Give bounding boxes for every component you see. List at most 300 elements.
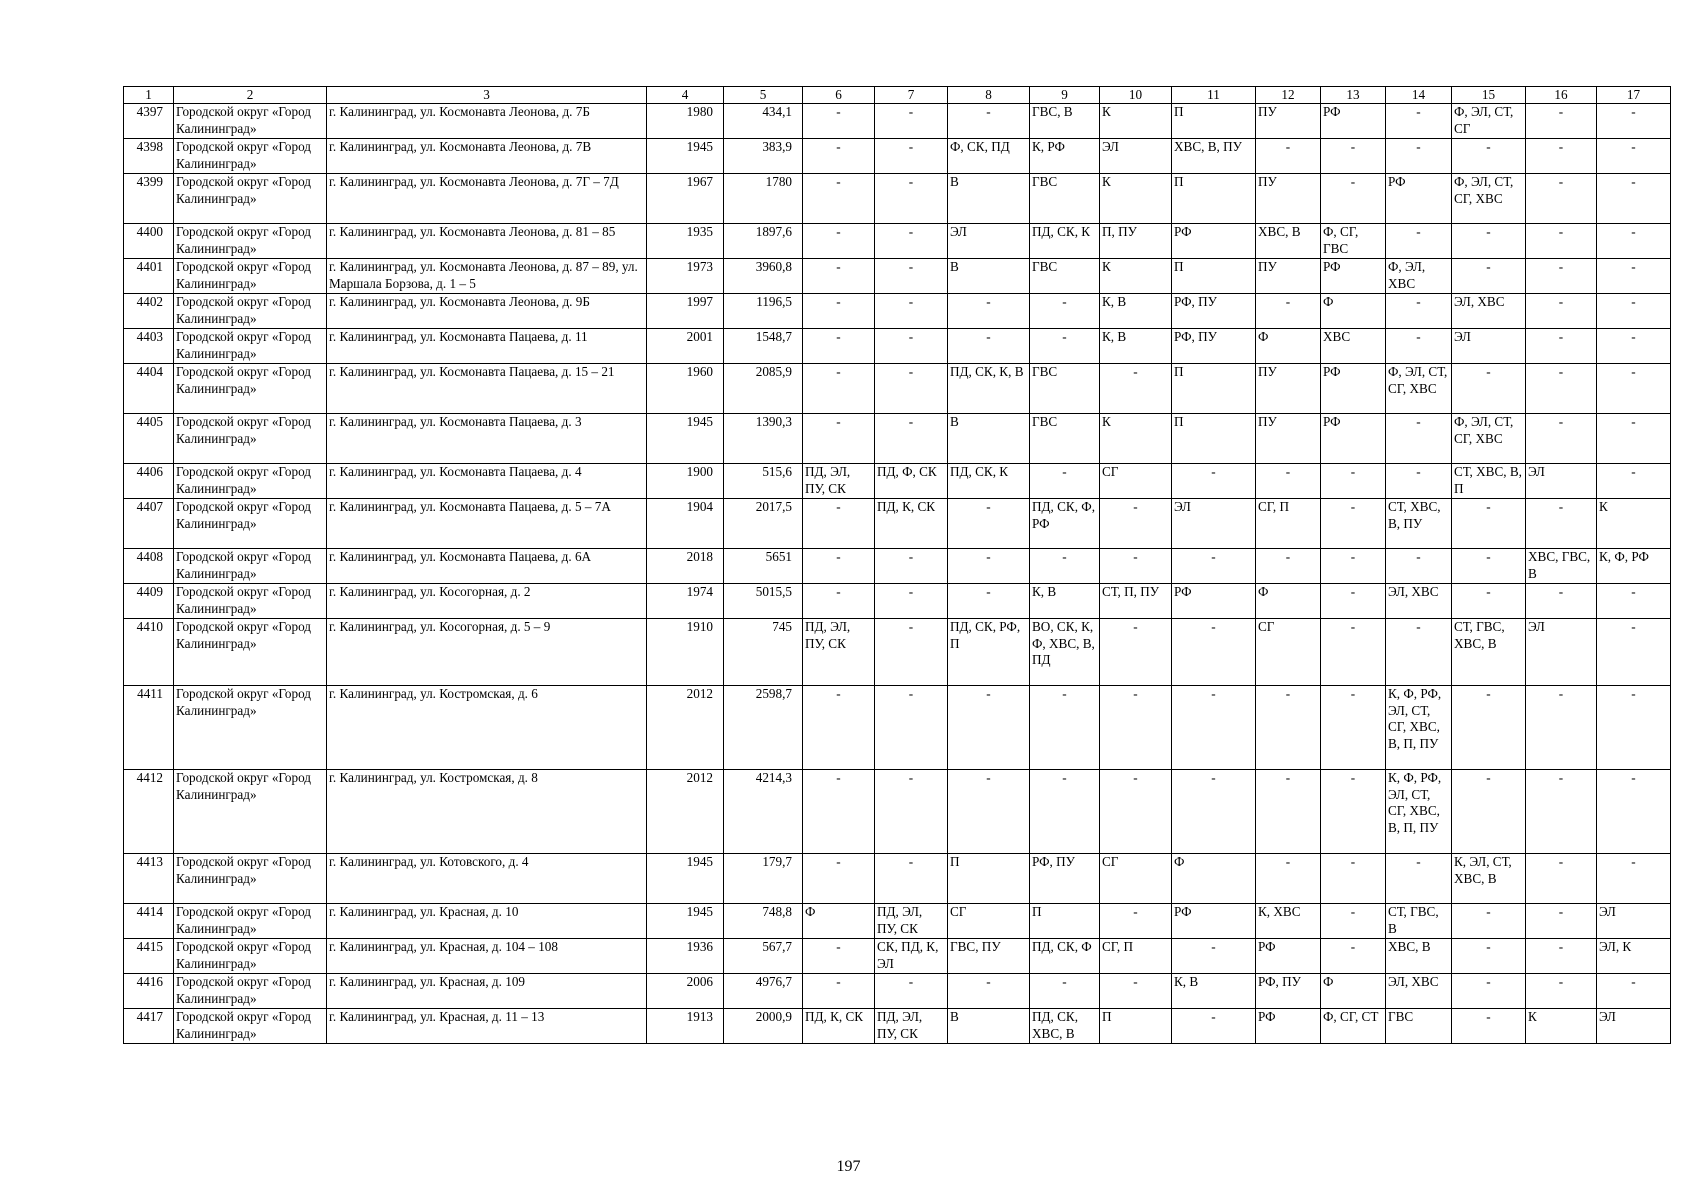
table-cell: -: [1526, 499, 1597, 549]
table-cell: 4403: [124, 329, 174, 364]
table-cell: ПД, СК, К, В: [948, 364, 1030, 414]
table-cell: -: [1526, 294, 1597, 329]
table-cell: -: [1452, 939, 1526, 974]
table-cell: В: [948, 1009, 1030, 1044]
table-cell: ЭЛ: [1452, 329, 1526, 364]
table-cell: -: [803, 104, 875, 139]
table-cell: г. Калининград, ул. Космонавта Пацаева, д. 3: [327, 414, 647, 464]
table-cell: -: [1321, 174, 1386, 224]
column-number-header: 15: [1452, 87, 1526, 104]
table-cell: ЭЛ: [1597, 1009, 1671, 1044]
table-row: [124, 854, 1671, 904]
table-cell: СТ, П, ПУ: [1100, 584, 1172, 619]
table-cell: -: [1526, 770, 1597, 854]
column-number-header: 2: [174, 87, 327, 104]
table-cell: К, В: [1100, 329, 1172, 364]
table-cell: 4404: [124, 364, 174, 414]
table-cell: Городской округ «Город Калининград»: [174, 686, 327, 770]
table-cell: -: [1597, 414, 1671, 464]
table-cell: П: [1100, 1009, 1172, 1044]
table-row: [124, 584, 1671, 619]
table-cell: СГ: [1100, 854, 1172, 904]
table-cell: -: [875, 259, 948, 294]
table-row: [124, 329, 1671, 364]
table-cell: Ф, СК, ПД: [948, 139, 1030, 174]
table-cell: -: [1100, 549, 1172, 584]
table-cell: -: [1452, 259, 1526, 294]
table-cell: -: [1256, 854, 1321, 904]
table-cell: 1967: [647, 174, 724, 224]
table-row: [124, 414, 1671, 464]
table-cell: Ф: [1256, 329, 1321, 364]
table-cell: Городской округ «Город Калининград»: [174, 224, 327, 259]
table-cell: -: [1597, 174, 1671, 224]
column-number-header: 4: [647, 87, 724, 104]
table-cell: г. Калининград, ул. Космонавта Леонова, д. 7В: [327, 139, 647, 174]
table-cell: П: [1172, 414, 1256, 464]
table-cell: -: [1100, 770, 1172, 854]
table-cell: -: [1321, 619, 1386, 686]
table-row: [124, 1009, 1671, 1044]
table-cell: 2598,7: [724, 686, 803, 770]
table-cell: -: [875, 329, 948, 364]
column-number-header: 9: [1030, 87, 1100, 104]
table-cell: Городской округ «Город Калининград»: [174, 294, 327, 329]
table-cell: Городской округ «Город Калининград»: [174, 939, 327, 974]
table-cell: ПУ: [1256, 364, 1321, 414]
table-cell: 1945: [647, 139, 724, 174]
table-cell: К, Ф, РФ, ЭЛ, СТ, СГ, ХВС, В, П, ПУ: [1386, 770, 1452, 854]
table-cell: -: [803, 329, 875, 364]
table-cell: Ф, ЭЛ, СТ, СГ: [1452, 104, 1526, 139]
table-cell: 745: [724, 619, 803, 686]
table-cell: СГ: [1100, 464, 1172, 499]
table-cell: -: [1597, 329, 1671, 364]
table-cell: 2001: [647, 329, 724, 364]
table-cell: В: [948, 414, 1030, 464]
table-cell: К, В: [1172, 974, 1256, 1009]
table-cell: СТ, ХВС, В, ПУ: [1386, 499, 1452, 549]
table-cell: К, ХВС: [1256, 904, 1321, 939]
table-cell: РФ, ПУ: [1030, 854, 1100, 904]
table-cell: ПД, СК, К: [1030, 224, 1100, 259]
table-cell: 1196,5: [724, 294, 803, 329]
table-cell: г. Калининград, ул. Космонавта Леонова, д. 9Б: [327, 294, 647, 329]
table-cell: -: [1526, 904, 1597, 939]
table-cell: -: [948, 686, 1030, 770]
table-cell: 4407: [124, 499, 174, 549]
table-cell: г. Калининград, ул. Красная, д. 10: [327, 904, 647, 939]
table-cell: -: [1256, 139, 1321, 174]
table-cell: -: [1597, 974, 1671, 1009]
table-cell: ПУ: [1256, 174, 1321, 224]
table-cell: РФ: [1256, 939, 1321, 974]
table-cell: г. Калининград, ул. Котовского, д. 4: [327, 854, 647, 904]
table-cell: РФ, ПУ: [1172, 294, 1256, 329]
table-cell: 4405: [124, 414, 174, 464]
table-cell: г. Калининград, ул. Красная, д. 109: [327, 974, 647, 1009]
table-cell: -: [1597, 464, 1671, 499]
table-cell: П: [1172, 104, 1256, 139]
table-cell: -: [875, 549, 948, 584]
table-cell: Ф: [803, 904, 875, 939]
table-cell: 5651: [724, 549, 803, 584]
table-cell: г. Калининград, ул. Космонавта Леонова, д. 7Б: [327, 104, 647, 139]
table-cell: РФ: [1172, 584, 1256, 619]
table-cell: -: [875, 974, 948, 1009]
table-cell: ПД, К, СК: [875, 499, 948, 549]
table-cell: -: [1321, 584, 1386, 619]
column-number-header: 10: [1100, 87, 1172, 104]
table-cell: -: [1321, 499, 1386, 549]
table-cell: ГВС: [1030, 364, 1100, 414]
table-cell: РФ: [1321, 414, 1386, 464]
table-cell: Городской округ «Город Калининград»: [174, 329, 327, 364]
table-cell: Городской округ «Город Калининград»: [174, 364, 327, 414]
table-row: [124, 259, 1671, 294]
table-cell: В: [948, 259, 1030, 294]
table-cell: П: [1172, 259, 1256, 294]
table-cell: -: [803, 549, 875, 584]
table-cell: СГ, П: [1256, 499, 1321, 549]
table-row: [124, 499, 1671, 549]
table-cell: -: [1100, 974, 1172, 1009]
table-cell: Городской округ «Город Калининград»: [174, 549, 327, 584]
table-cell: 1973: [647, 259, 724, 294]
table-cell: Ф, ЭЛ, СТ, СГ, ХВС: [1452, 414, 1526, 464]
table-cell: -: [948, 499, 1030, 549]
table-cell: -: [1386, 329, 1452, 364]
table-cell: -: [948, 104, 1030, 139]
table-cell: ПД, ЭЛ, ПУ, СК: [875, 904, 948, 939]
table-cell: 1945: [647, 904, 724, 939]
table-cell: 2012: [647, 770, 724, 854]
table-cell: ПД, СК, К: [948, 464, 1030, 499]
table-cell: 4417: [124, 1009, 174, 1044]
table-cell: -: [1100, 499, 1172, 549]
table-cell: -: [1386, 139, 1452, 174]
column-number-header: 16: [1526, 87, 1597, 104]
table-cell: г. Калининград, ул. Космонавта Пацаева, д. 4: [327, 464, 647, 499]
table-cell: г. Калининград, ул. Костромская, д. 6: [327, 686, 647, 770]
table-cell: -: [875, 619, 948, 686]
table-cell: ХВС, ГВС, В: [1526, 549, 1597, 584]
table-cell: ПУ: [1256, 259, 1321, 294]
table-cell: 1974: [647, 584, 724, 619]
table-row: [124, 464, 1671, 499]
column-number-header: 11: [1172, 87, 1256, 104]
table-cell: -: [1452, 974, 1526, 1009]
table-cell: -: [1597, 619, 1671, 686]
table-cell: -: [803, 686, 875, 770]
table-cell: г. Калининград, ул. Космонавта Леонова, д. 81 – 85: [327, 224, 647, 259]
table-cell: 1945: [647, 854, 724, 904]
table-cell: РФ: [1321, 364, 1386, 414]
table-cell: -: [1386, 549, 1452, 584]
table-cell: г. Калининград, ул. Красная, д. 104 – 108: [327, 939, 647, 974]
table-cell: -: [1597, 104, 1671, 139]
table-cell: 4401: [124, 259, 174, 294]
table-cell: 567,7: [724, 939, 803, 974]
table-cell: -: [1321, 549, 1386, 584]
table-cell: К, Ф, РФ, ЭЛ, СТ, СГ, ХВС, В, П, ПУ: [1386, 686, 1452, 770]
table-cell: -: [1386, 104, 1452, 139]
table-cell: -: [875, 104, 948, 139]
table-cell: -: [1526, 104, 1597, 139]
registry-table: [123, 86, 1671, 1044]
table-cell: -: [1100, 619, 1172, 686]
table-cell: -: [1386, 619, 1452, 686]
table-cell: г. Калининград, ул. Косогорная, д. 2: [327, 584, 647, 619]
table-cell: 1960: [647, 364, 724, 414]
table-cell: Городской округ «Город Калининград»: [174, 464, 327, 499]
table-cell: -: [1597, 584, 1671, 619]
table-cell: 1945: [647, 414, 724, 464]
table-cell: 1980: [647, 104, 724, 139]
table-row: [124, 904, 1671, 939]
table-cell: 1904: [647, 499, 724, 549]
table-cell: 4414: [124, 904, 174, 939]
table-cell: Городской округ «Город Калининград»: [174, 139, 327, 174]
table-cell: -: [1597, 770, 1671, 854]
table-cell: -: [1256, 770, 1321, 854]
table-cell: -: [803, 139, 875, 174]
table-cell: -: [803, 770, 875, 854]
table-cell: -: [1526, 224, 1597, 259]
table-cell: -: [1321, 686, 1386, 770]
table-cell: К: [1526, 1009, 1597, 1044]
table-cell: К, Ф, РФ: [1597, 549, 1671, 584]
table-cell: -: [803, 499, 875, 549]
table-row: [124, 224, 1671, 259]
table-cell: К: [1597, 499, 1671, 549]
table-cell: -: [1030, 770, 1100, 854]
table-cell: -: [1172, 549, 1256, 584]
column-number-header: 13: [1321, 87, 1386, 104]
table-cell: 4398: [124, 139, 174, 174]
table-cell: Ф, СГ, СТ: [1321, 1009, 1386, 1044]
table-cell: -: [1452, 1009, 1526, 1044]
table-cell: П: [948, 854, 1030, 904]
page-number: 197: [836, 1158, 861, 1175]
table-cell: ПД, К, СК: [803, 1009, 875, 1044]
table-cell: СГ: [948, 904, 1030, 939]
table-cell: Городской округ «Город Калининград»: [174, 104, 327, 139]
table-cell: -: [875, 584, 948, 619]
table-cell: К, В: [1100, 294, 1172, 329]
table-cell: -: [1172, 686, 1256, 770]
table-cell: г. Калининград, ул. Космонавта Пацаева, д. 11: [327, 329, 647, 364]
table-cell: К, В: [1030, 584, 1100, 619]
table-cell: РФ: [1172, 224, 1256, 259]
table-cell: РФ: [1321, 104, 1386, 139]
table-cell: СТ, ХВС, В, П: [1452, 464, 1526, 499]
table-cell: -: [1386, 414, 1452, 464]
column-number-header: 6: [803, 87, 875, 104]
table-cell: г. Калининград, ул. Космонавта Леонова, д. 87 – 89, ул. Маршала Борзова, д. 1 – 5: [327, 259, 647, 294]
table-cell: ГВС, ПУ: [948, 939, 1030, 974]
table-cell: П: [1172, 364, 1256, 414]
table-cell: 4976,7: [724, 974, 803, 1009]
table-cell: СТ, ГВС, В: [1386, 904, 1452, 939]
table-cell: 1897,6: [724, 224, 803, 259]
table-cell: -: [1172, 619, 1256, 686]
table-cell: Городской округ «Город Калининград»: [174, 974, 327, 1009]
table-cell: Ф: [1172, 854, 1256, 904]
table-cell: -: [1100, 364, 1172, 414]
table-cell: 4399: [124, 174, 174, 224]
table-cell: ЭЛ: [948, 224, 1030, 259]
table-cell: 2017,5: [724, 499, 803, 549]
table-cell: 2006: [647, 974, 724, 1009]
table-cell: -: [1030, 294, 1100, 329]
table-cell: 4409: [124, 584, 174, 619]
table-cell: -: [948, 770, 1030, 854]
table-cell: -: [1256, 464, 1321, 499]
table-cell: г. Калининград, ул. Косогорная, д. 5 – 9: [327, 619, 647, 686]
table-cell: РФ, ПУ: [1256, 974, 1321, 1009]
table-row: [124, 174, 1671, 224]
table-cell: -: [1452, 139, 1526, 174]
table-cell: ЭЛ: [1597, 904, 1671, 939]
table-cell: 4413: [124, 854, 174, 904]
table-cell: Ф: [1321, 974, 1386, 1009]
table-cell: 748,8: [724, 904, 803, 939]
table-cell: 2000,9: [724, 1009, 803, 1044]
table-cell: ХВС, В, ПУ: [1172, 139, 1256, 174]
table-cell: -: [1452, 224, 1526, 259]
table-cell: ПД, СК, ХВС, В: [1030, 1009, 1100, 1044]
table-cell: 1900: [647, 464, 724, 499]
table-cell: -: [1526, 854, 1597, 904]
table-cell: Городской округ «Город Калининград»: [174, 854, 327, 904]
table-cell: ПУ: [1256, 414, 1321, 464]
table-cell: ГВС: [1030, 174, 1100, 224]
table-cell: ГВС: [1386, 1009, 1452, 1044]
table-cell: ПД, Ф, СК: [875, 464, 948, 499]
table-cell: СГ: [1256, 619, 1321, 686]
table-cell: Городской округ «Город Калининград»: [174, 414, 327, 464]
table-cell: -: [875, 364, 948, 414]
table-cell: РФ: [1256, 1009, 1321, 1044]
table-cell: г. Калининград, ул. Космонавта Леонова, д. 7Г – 7Д: [327, 174, 647, 224]
table-cell: 1913: [647, 1009, 724, 1044]
table-cell: -: [1452, 499, 1526, 549]
table-cell: -: [875, 224, 948, 259]
table-row: [124, 104, 1671, 139]
table-cell: 4411: [124, 686, 174, 770]
column-number-header: 12: [1256, 87, 1321, 104]
table-cell: ПД, ЭЛ, ПУ, СК: [875, 1009, 948, 1044]
table-cell: -: [803, 364, 875, 414]
table-cell: 1935: [647, 224, 724, 259]
table-cell: ПУ: [1256, 104, 1321, 139]
table-cell: Ф, ЭЛ, СТ, СГ, ХВС: [1452, 174, 1526, 224]
table-cell: -: [1526, 364, 1597, 414]
table-cell: -: [1172, 939, 1256, 974]
table-cell: -: [803, 974, 875, 1009]
table-cell: РФ: [1172, 904, 1256, 939]
table-row: [124, 770, 1671, 854]
table-cell: ГВС, В: [1030, 104, 1100, 139]
table-cell: -: [1030, 974, 1100, 1009]
table-row: [124, 294, 1671, 329]
table-cell: -: [875, 294, 948, 329]
table-row: [124, 364, 1671, 414]
table-cell: -: [1386, 464, 1452, 499]
table-cell: -: [1030, 329, 1100, 364]
table-cell: ВО, СК, К, Ф, ХВС, В, ПД: [1030, 619, 1100, 686]
table-cell: -: [1597, 854, 1671, 904]
table-cell: Городской округ «Город Калининград»: [174, 584, 327, 619]
table-cell: 1910: [647, 619, 724, 686]
table-cell: 4412: [124, 770, 174, 854]
table-cell: -: [1256, 686, 1321, 770]
table-cell: -: [875, 686, 948, 770]
table-cell: Ф: [1256, 584, 1321, 619]
column-number-header: 17: [1597, 87, 1671, 104]
table-cell: 1390,3: [724, 414, 803, 464]
table-cell: -: [1030, 464, 1100, 499]
table-cell: -: [1597, 139, 1671, 174]
table-cell: -: [1526, 939, 1597, 974]
table-cell: П: [1172, 174, 1256, 224]
table-cell: 5015,5: [724, 584, 803, 619]
table-cell: К: [1100, 104, 1172, 139]
table-cell: -: [1597, 224, 1671, 259]
table-cell: -: [948, 584, 1030, 619]
table-cell: -: [1452, 904, 1526, 939]
table-cell: 179,7: [724, 854, 803, 904]
table-cell: ГВС: [1030, 414, 1100, 464]
table-cell: 4214,3: [724, 770, 803, 854]
table-cell: Городской округ «Город Калининград»: [174, 499, 327, 549]
table-cell: 4406: [124, 464, 174, 499]
table-cell: г. Калининград, ул. Космонавта Пацаева, д. 15 – 21: [327, 364, 647, 414]
table-cell: 1780: [724, 174, 803, 224]
table-cell: Ф, ЭЛ, СТ, СГ, ХВС: [1386, 364, 1452, 414]
table-cell: -: [948, 294, 1030, 329]
table-cell: ПД, СК, РФ, П: [948, 619, 1030, 686]
table-cell: РФ, ПУ: [1172, 329, 1256, 364]
table-cell: 4415: [124, 939, 174, 974]
table-cell: -: [1452, 584, 1526, 619]
table-cell: ЭЛ, К: [1597, 939, 1671, 974]
table-cell: ЭЛ: [1526, 619, 1597, 686]
table-cell: 4410: [124, 619, 174, 686]
table-row: [124, 549, 1671, 584]
table-cell: 4402: [124, 294, 174, 329]
table-cell: -: [948, 549, 1030, 584]
table-cell: К: [1100, 174, 1172, 224]
table-cell: -: [1321, 904, 1386, 939]
table-cell: -: [875, 139, 948, 174]
table-cell: -: [1256, 294, 1321, 329]
table-cell: -: [1597, 259, 1671, 294]
table-cell: СК, ПД, К, ЭЛ: [875, 939, 948, 974]
table-row: [124, 139, 1671, 174]
table-cell: ПД, СК, Ф, РФ: [1030, 499, 1100, 549]
table-cell: -: [1321, 770, 1386, 854]
table-cell: -: [1256, 549, 1321, 584]
table-cell: -: [1597, 364, 1671, 414]
table-row: [124, 686, 1671, 770]
table-cell: -: [875, 414, 948, 464]
table-cell: -: [1386, 224, 1452, 259]
table-cell: г. Калининград, ул. Костромская, д. 8: [327, 770, 647, 854]
table-cell: -: [803, 414, 875, 464]
table-header-row: [124, 87, 1671, 104]
